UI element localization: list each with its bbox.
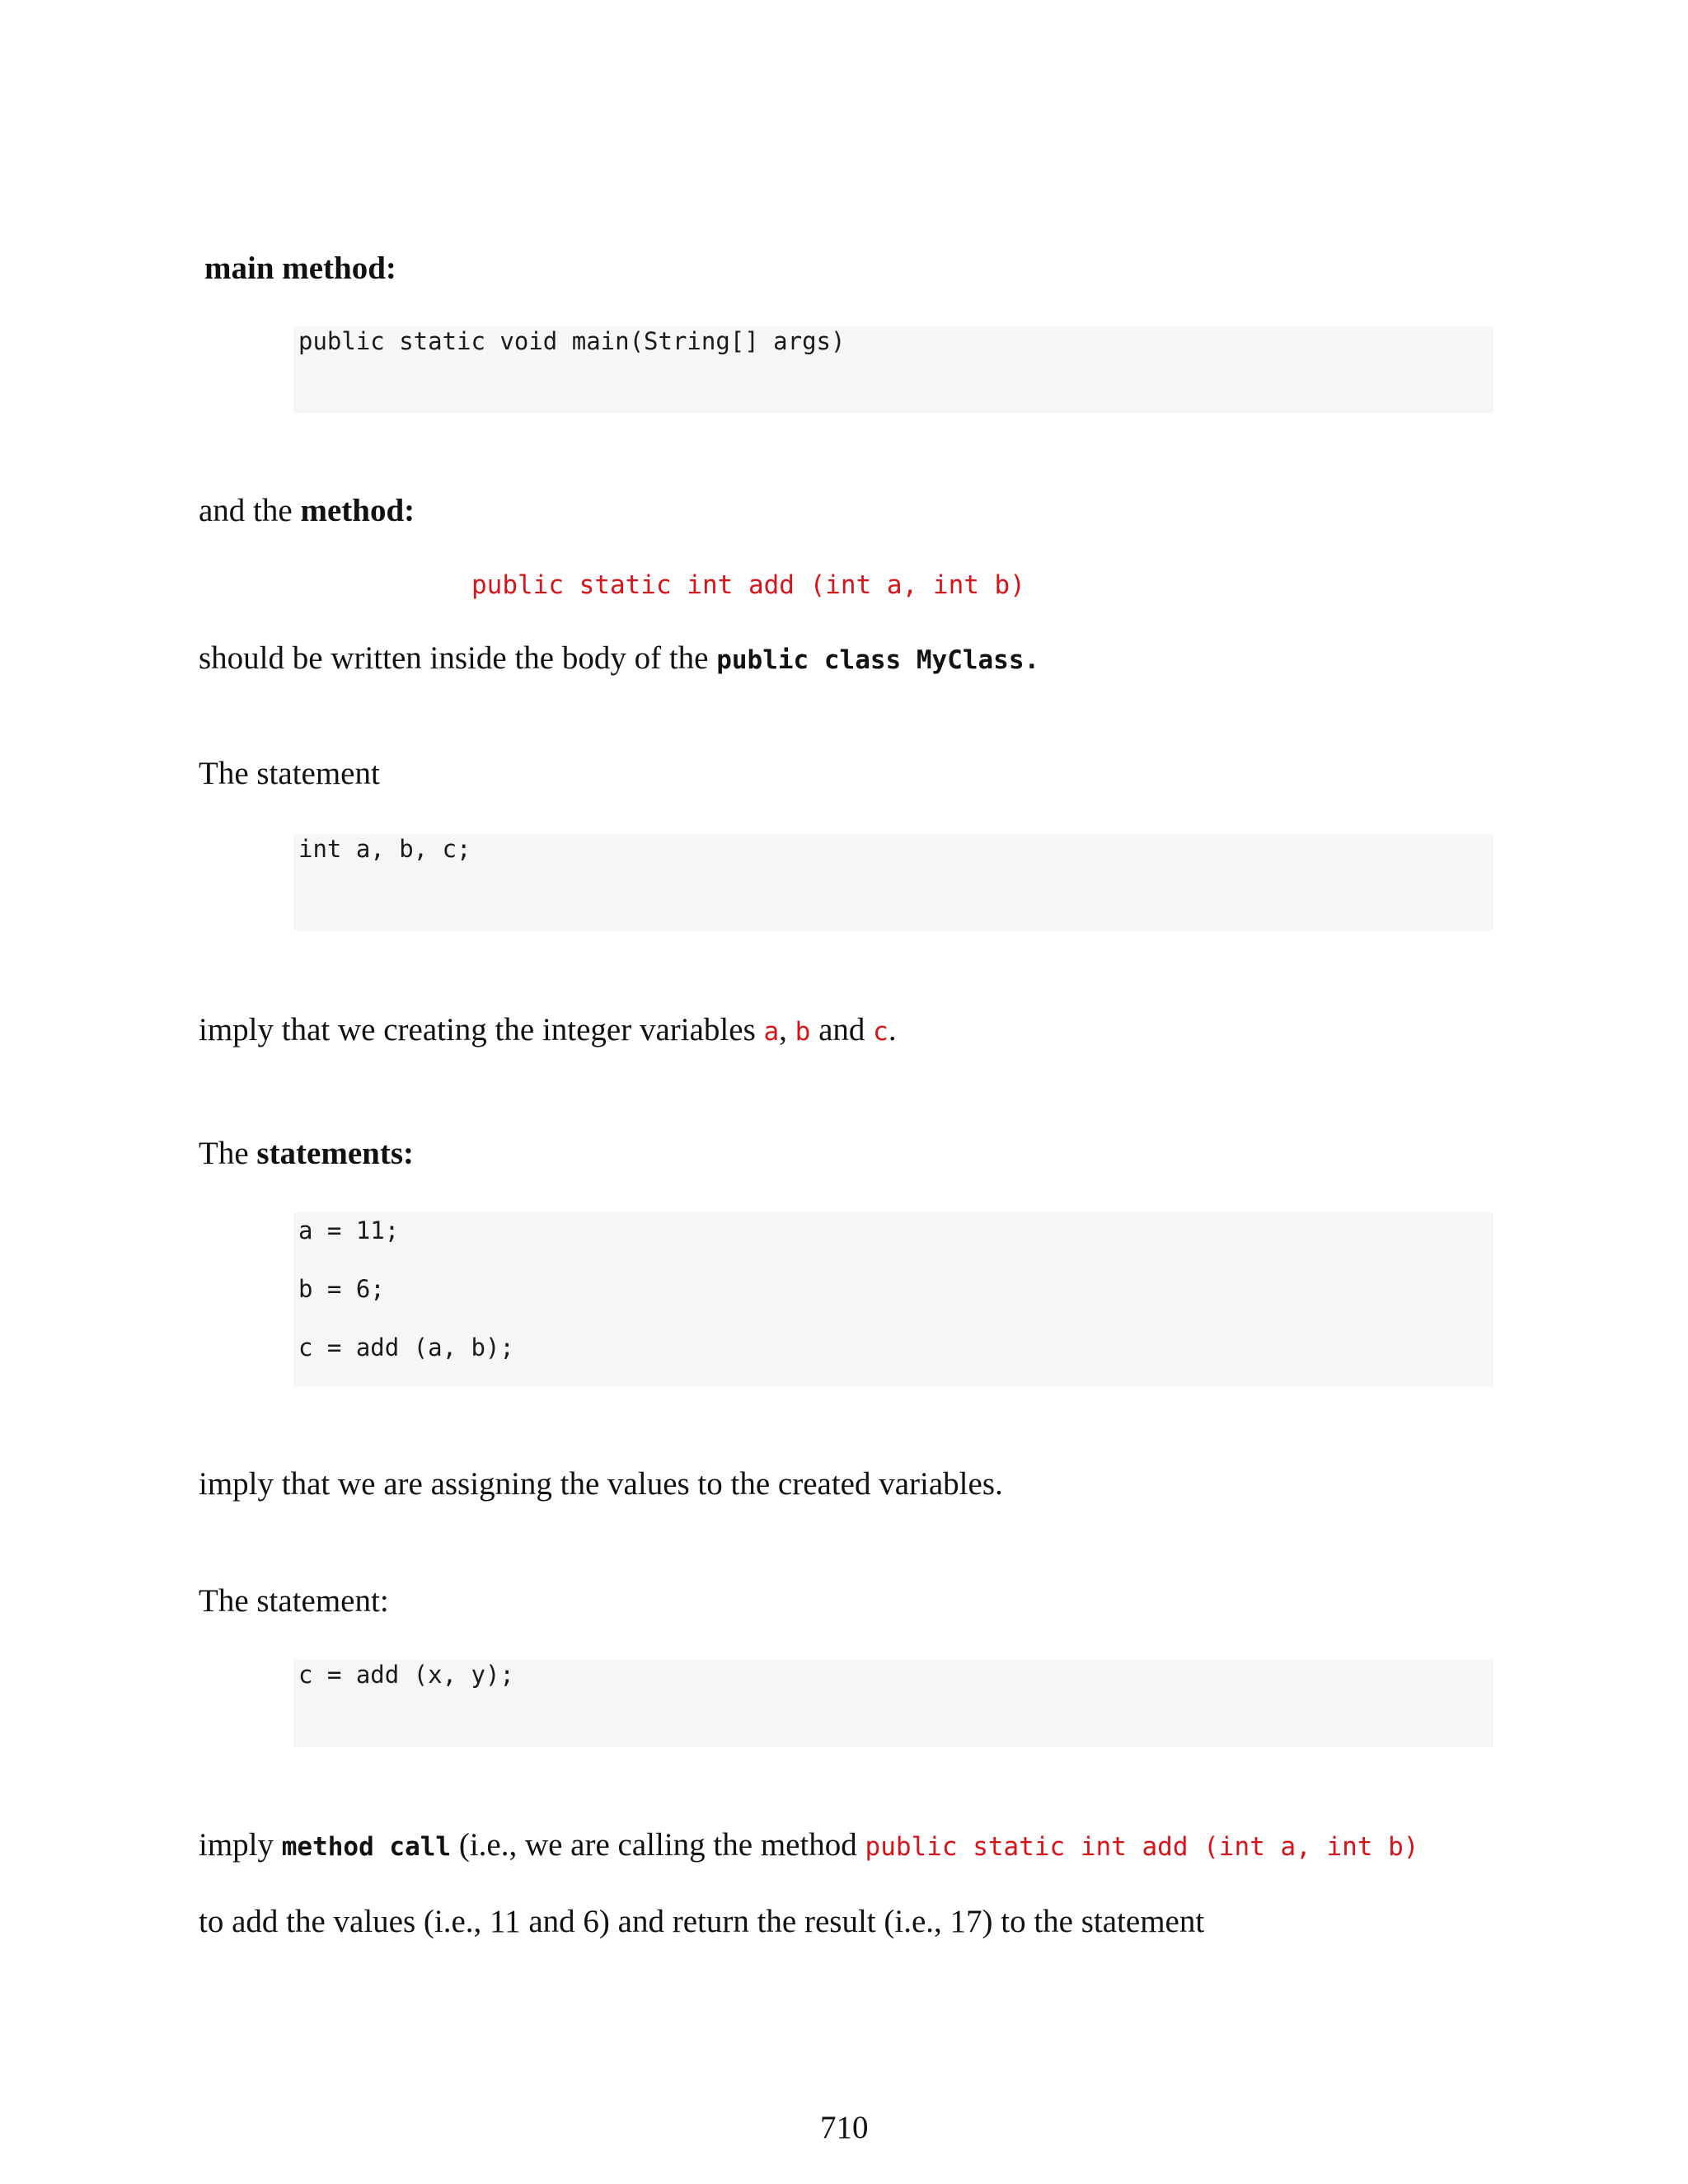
method-call-code: method call xyxy=(281,1832,452,1862)
code-line-assign-c: c = add (a, b); xyxy=(298,1333,514,1361)
add-values-line: to add the values (i.e., 11 and 6) and return the result (i.e., 17) to the statement xyxy=(199,1904,1205,1939)
comma-text: , xyxy=(779,1012,795,1047)
method-call-line xyxy=(199,1829,1418,1861)
call-signature-code: public static int add (int a, int b) xyxy=(865,1832,1419,1862)
and-the-text: and the xyxy=(199,493,301,528)
page-number: 710 xyxy=(820,2110,869,2145)
main-method-heading: main method: xyxy=(204,251,396,286)
statement-label: The statement xyxy=(199,756,380,791)
inside-class-line xyxy=(199,642,1039,674)
period-text: . xyxy=(888,1012,897,1047)
code-block-assign xyxy=(293,1212,1493,1386)
and-the-method-line xyxy=(199,494,415,527)
add-signature-code: public static int add (int a, int b) xyxy=(471,570,1025,600)
var-b-code: b xyxy=(795,1017,811,1047)
inside-text: should be written inside the body of the xyxy=(199,640,717,676)
var-a-code: a xyxy=(763,1017,780,1047)
code-line-declare: int a, b, c; xyxy=(298,835,471,863)
imply-word: imply xyxy=(199,1827,282,1863)
code-line-call: c = add (x, y); xyxy=(298,1661,514,1689)
statements-label: statements: xyxy=(256,1136,414,1171)
var-c-code: c xyxy=(873,1017,889,1047)
code-block-declare xyxy=(293,834,1493,930)
and-text: and xyxy=(810,1012,874,1047)
the-text: The xyxy=(199,1136,257,1171)
method-label: method: xyxy=(300,493,415,528)
code-block-main xyxy=(293,326,1493,414)
code-line-main: public static void main(String[] args) xyxy=(298,327,846,355)
code-line-assign-a: a = 11; xyxy=(298,1216,400,1244)
statement-colon-label: The statement: xyxy=(199,1583,389,1619)
code-line-assign-b: b = 6; xyxy=(298,1275,385,1303)
class-code: public class MyClass. xyxy=(716,645,1040,675)
imply-create-line xyxy=(199,1014,897,1046)
code-block-call xyxy=(293,1660,1493,1747)
imply-assign-line: imply that we are assigning the values to the created variables. xyxy=(199,1466,1003,1502)
call-explain-text: (i.e., we are calling the method xyxy=(451,1827,865,1863)
imply-create-text: imply that we creating the integer variables xyxy=(199,1012,764,1047)
statements-line xyxy=(199,1137,414,1169)
